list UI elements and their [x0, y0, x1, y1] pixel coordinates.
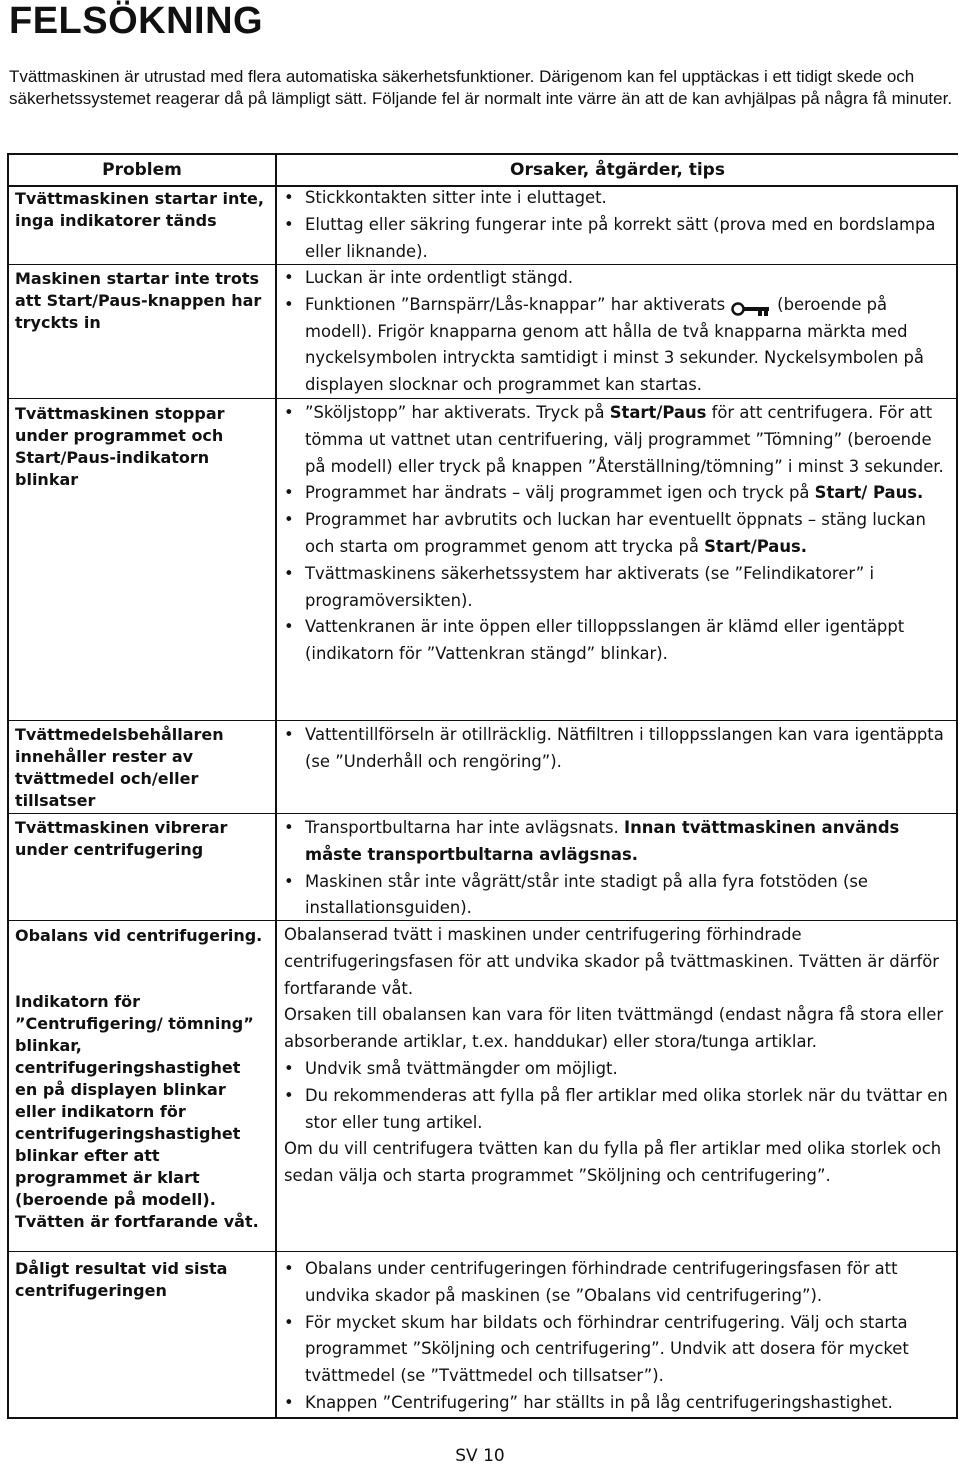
troubleshooting-table [7, 153, 958, 1419]
cause-paragraph: Orsaken till obalansen kan vara för liten tvättmängd (endast några få stora eller absorberande artiklar, t.ex. handdukar) eller stora/tunga artiklar. [284, 1005, 944, 1052]
cause-item [284, 815, 954, 869]
problem-cell: Tvättmedelsbehållaren innehåller rester av tvättmedel och/eller tillsatser [15, 725, 224, 810]
cause-text: Transportbultarna har inte avlägsnats. [305, 818, 619, 837]
cause-text: Funktionen ”Barnspärr/Lås-knappar” har aktiverats [305, 294, 726, 314]
key-icon [731, 298, 771, 312]
causes-cell [284, 922, 954, 1190]
causes-cell [284, 722, 954, 776]
header-problem: Problem [9, 155, 275, 185]
cause-item [284, 400, 954, 480]
problem-cell: Tvättmaskinen vibrerar under centrifugering [15, 818, 228, 859]
problem-cell: Obalans vid centrifugering. [15, 926, 263, 945]
cause-item: • Stickkontakten sitter inte i eluttaget. [284, 185, 954, 212]
cause-item: • Luckan är inte ordentligt stängd. [284, 265, 954, 292]
row-divider [9, 1251, 956, 1252]
cause-bold-text: Start/ Paus. [814, 483, 924, 503]
problem-cell: Tvättmaskinen startar inte, inga indikatorer tänds [15, 189, 264, 230]
cause-item [284, 480, 954, 507]
cause-item: • Maskinen står inte vågrätt/står inte stadigt på alla fyra fotstöden (se installationsguiden). [284, 869, 954, 923]
cause-item [284, 507, 954, 561]
cause-item: • Obalans under centrifugeringen förhindrade centrifugeringsfasen för att undvika skador på maskinen (se ”Obalans vid centrifugering”). [284, 1256, 954, 1310]
cause-bold-text: Innan tvättmaskinen används måste transportbultarna avlägsnas. [305, 818, 900, 864]
cause-item: • Eluttag eller säkring fungerar inte på korrekt sätt (prova med en bordslampa eller liknande). [284, 212, 954, 266]
cause-item: • Vattentillförseln är otillräcklig. Nätfiltren i tilloppsslangen kan vara igentäppta (se ”Underhåll och rengöring”). [284, 722, 954, 776]
cause-item [284, 292, 954, 399]
cause-bold-text: Start/Paus [609, 403, 707, 422]
problem-cell: Dåligt resultat vid sista centrifugeringen [15, 1259, 228, 1300]
row-divider [9, 813, 956, 814]
cause-text: (beroende på modell). Frigör knapparna genom att hålla de två knapparna märkta med nyckelsymbolen intryckta samtidigt i minst 3 sekunder. Nyckelsymbolen på displayen slocknar och programmet kan startas. [305, 294, 924, 395]
cause-item: • För mycket skum har bildats och förhindrar centrifugering. Välj och starta programmet ”Sköljning och centrifugering”. Undvik att dosera för mycket tvättmedel (se ”Tvättmedel och tillsatser”). [284, 1310, 954, 1390]
intro-paragraph: Tvättmaskinen är utrustad med flera automatiska säkerhetsfunktioner. Därigenom kan fel upptäckas i ett tidigt skede och säkerhetssystemet reagerar då på lämpligt sätt. Följande fel är normalt inte värre än att de kan avhjälpas på några få minuter. [9, 67, 953, 108]
page-title: FELSÖKNING [9, 0, 264, 42]
cause-text: Programmet har avbrutits och luckan har eventuellt öppnats – stäng luckan och starta om programmet genom att trycka på [305, 510, 926, 556]
header-causes: Orsaker, åtgärder, tips [277, 155, 958, 185]
cause-item: • Vattenkranen är inte öppen eller tilloppsslangen är klämd eller igentäppt (indikatorn för ”Vattenkran stängd” blinkar). [284, 614, 954, 668]
causes-cell [284, 185, 954, 265]
cause-bold-text: Start/Paus. [704, 536, 808, 556]
problem-cell: Maskinen startar inte trots att Start/Paus-knappen har tryckts in [15, 269, 262, 332]
page-number: SV 10 [455, 1446, 505, 1466]
cause-paragraph: Om du vill centrifugera tvätten kan du fylla på fler artiklar med olika storlek och sedan välja och starta programmet ”Sköljning och centrifugering”. [284, 1139, 942, 1186]
causes-cell [284, 400, 954, 668]
column-divider [275, 155, 277, 1417]
cause-item: • Knappen ”Centrifugering” har ställts in på låg centrifugeringshastighet. [284, 1390, 954, 1417]
problem-cell: Indikatorn för ”Centrufigering/ tömning” blinkar, centrifugeringshastighet en på displayen blinkar eller indikatorn för centrifugeringshastighet blinkar efter att programmet är klart (beroende på modell). Tvätten är fortfarande våt. [15, 992, 259, 1231]
cause-text: ”Sköljstopp” har aktiverats. Tryck på [305, 403, 605, 422]
cause-paragraph: Obalanserad tvätt i maskinen under centrifugering förhindrade centrifugeringsfasen för att undvika skador på tvättmaskinen. Tvätten är därför fortfarande våt. [284, 925, 939, 998]
cause-text: Programmet har ändrats – välj programmet igen och tryck på [305, 483, 810, 503]
row-divider [9, 720, 956, 721]
problem-cell: Tvättmaskinen stoppar under programmet och Start/Paus-indikatorn blinkar [15, 404, 225, 489]
cause-item: • Du rekommenderas att fylla på fler artiklar med olika storlek när du tvättar en stor eller tung artikel. [284, 1083, 954, 1137]
causes-cell [284, 1256, 954, 1417]
cause-item: • Tvättmaskinens säkerhetssystem har aktiverats (se ”Felindikatorer” i programöversikten). [284, 561, 954, 615]
causes-cell [284, 815, 954, 922]
causes-cell [284, 265, 954, 399]
cause-item: • Undvik små tvättmängder om möjligt. [284, 1056, 954, 1083]
cause-text: för att centrifugera. För att tömma ut vattnet utan centrifuering, välj programmet ”Tömning” (beroende på modell) eller tryck på knappen ”Återställning/tömning” i minst 3 sekunder. [305, 403, 944, 476]
